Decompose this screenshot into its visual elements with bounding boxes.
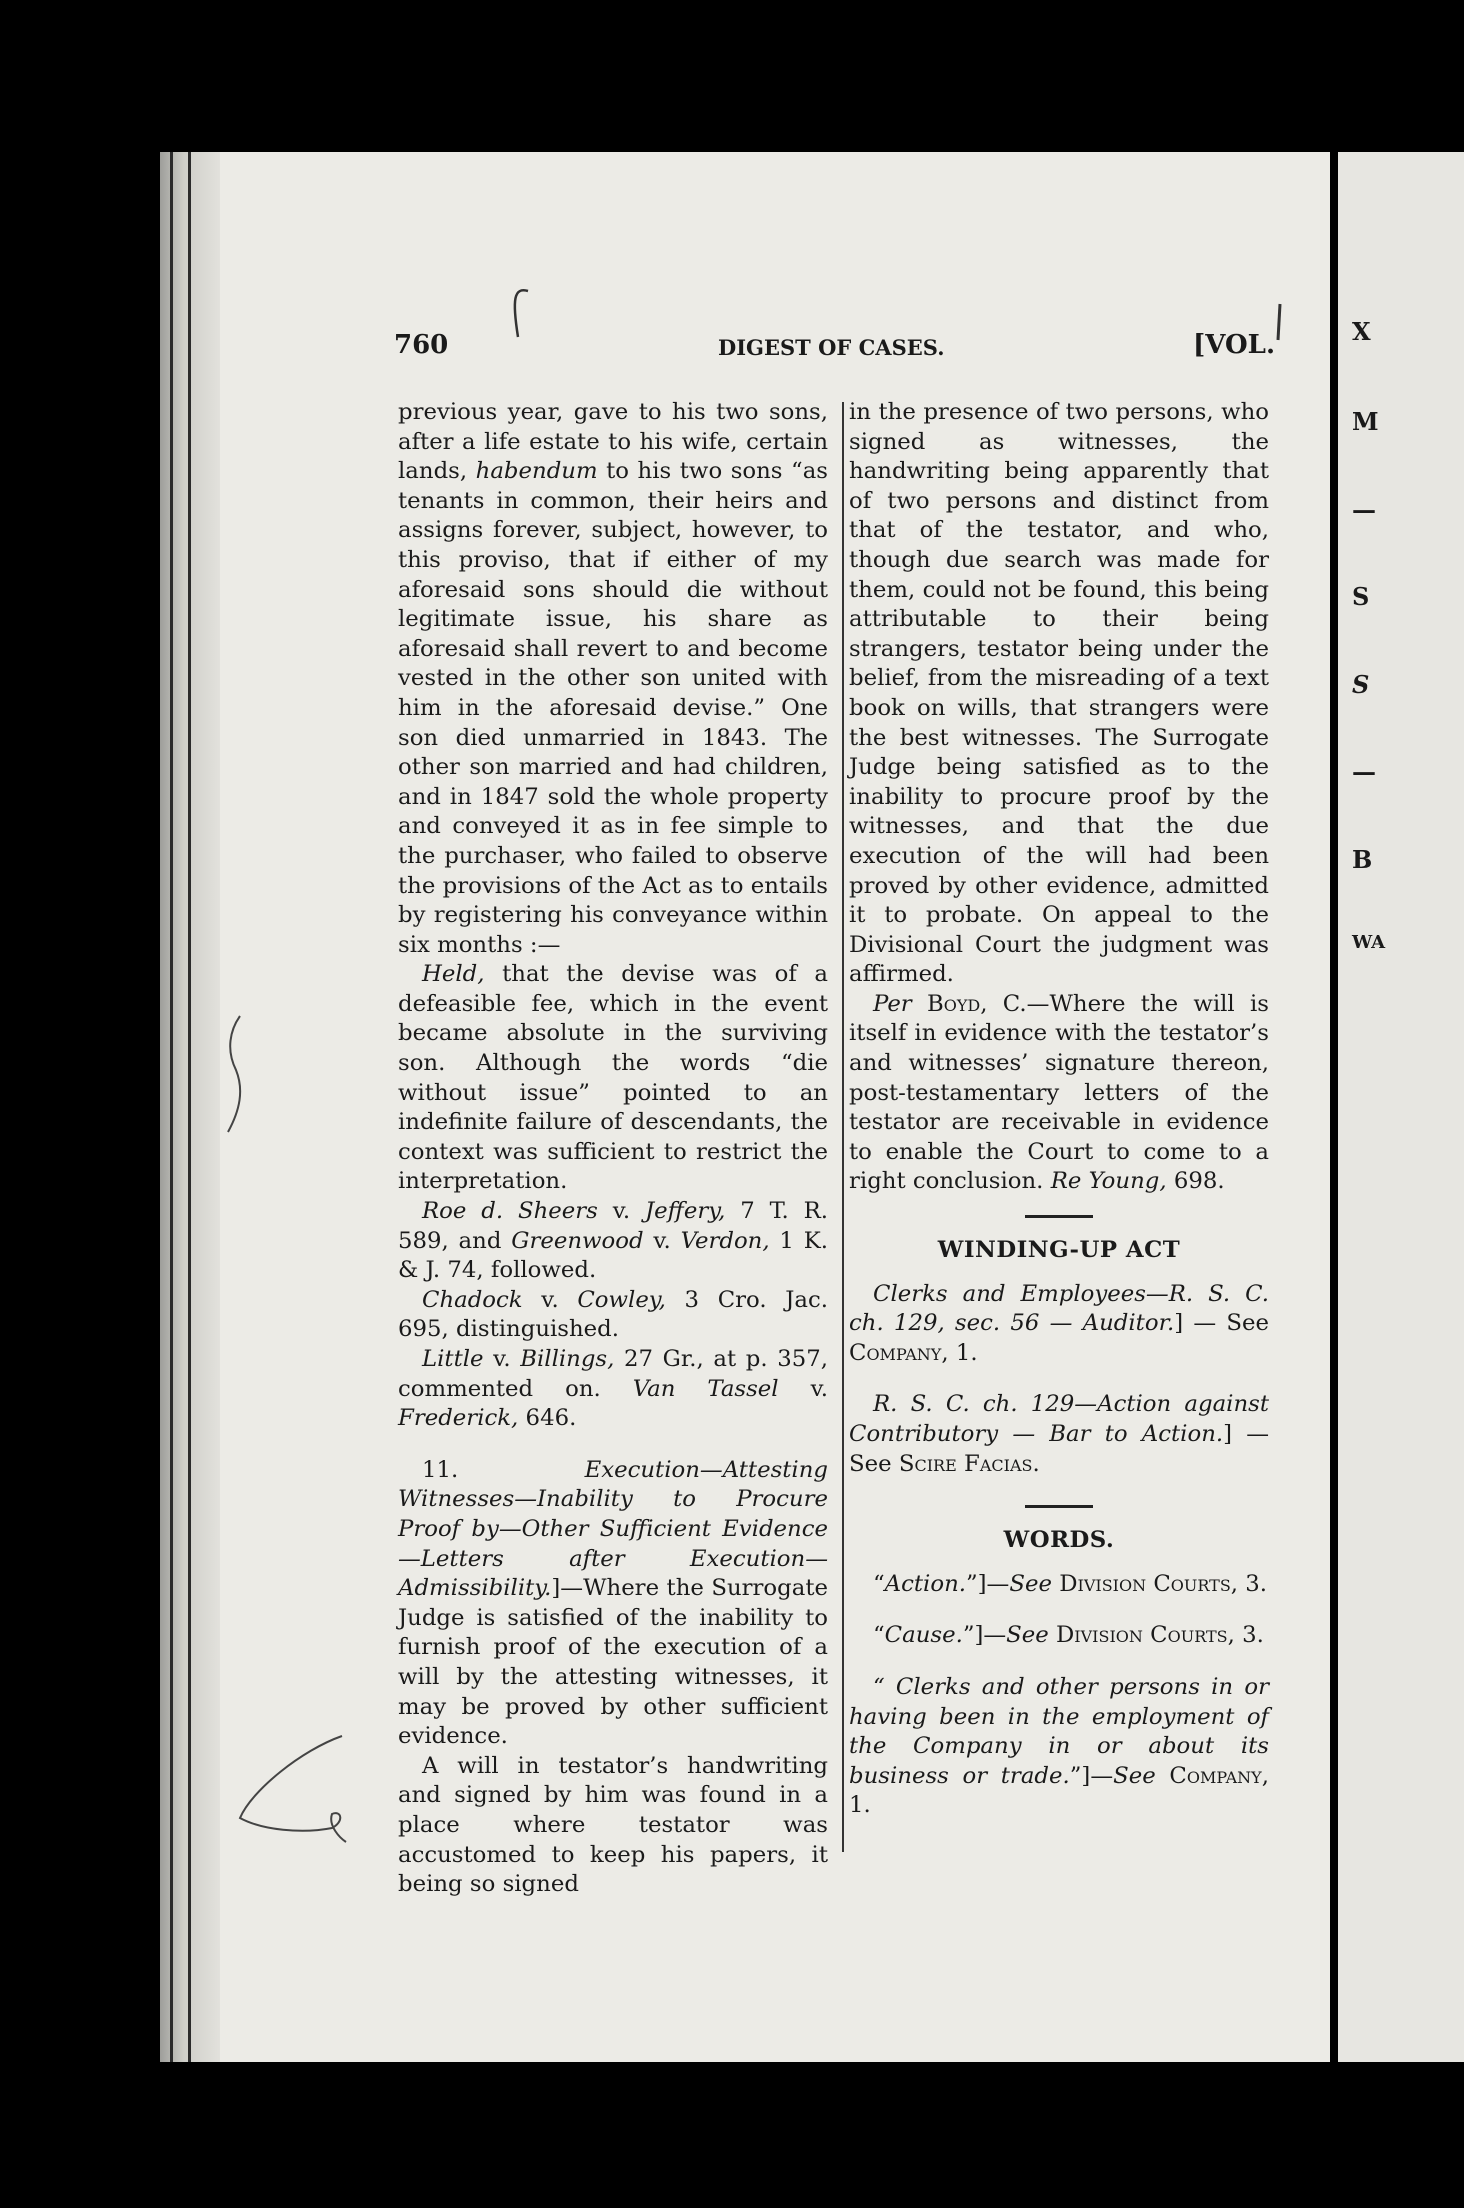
right-column (849, 398, 1269, 1821)
left-column (398, 398, 828, 1900)
pencil-mark (1270, 300, 1290, 350)
text-italic: See (1113, 1762, 1156, 1789)
pencil-mark (500, 285, 550, 345)
paragraph-will-devise (398, 398, 828, 960)
page-number: 760 (394, 330, 449, 360)
case-name: Billings, (520, 1346, 615, 1372)
section-title: Execution—Attesting Witnesses—Inability to Procure Proof by—Other Sufficient Evidence—Letters after Execution—Admissibility. (398, 1456, 828, 1602)
cross-reference: Division Courts, (1048, 1622, 1235, 1649)
citation-little (398, 1345, 828, 1434)
case-name: Chadock (422, 1286, 523, 1313)
text: v. (778, 1375, 828, 1402)
section-rule (1025, 1215, 1093, 1218)
case-name: Re Young, (1050, 1168, 1167, 1195)
text: to his two sons “as tenants in common, their heirs and assigns forever, subject, however, to this proviso, that if either of my aforesaid sons should die without legitimate issue, his share as aforesaid shall revert to and become vested in the other son united with him in the aforesaid devise.” One son died unmarried in 1843. The other son married and had children, and in 1847 sold the whole property and conveyed it as in fee simple to the purchaser, who failed to observe the provisions of the Act as to entails by registering his conveyance within six months :— (398, 458, 828, 958)
case-name: Jeffery, (645, 1198, 726, 1225)
pencil-bracket-mark (218, 1010, 258, 1140)
text-italic: Cause. (884, 1622, 963, 1649)
running-title: DIGEST OF CASES. (718, 335, 945, 360)
text: ”]— (1069, 1762, 1114, 1789)
cross-reference: Company, (849, 1339, 949, 1366)
text: v. (597, 1198, 646, 1225)
case-name: Frederick, (398, 1405, 519, 1432)
paragraph-per-boyd (849, 990, 1269, 1197)
text: 698. (1166, 1168, 1225, 1195)
case-name: Verdon, (680, 1227, 770, 1254)
text: 3 Cro. Jac. 695, distinguished. (398, 1286, 828, 1343)
paragraph-will-found: A will in testator’s handwriting and signed by him was found in a place where testator was accustomed to keep his papers, it being so signed (398, 1752, 828, 1898)
volume-label: [VOL. (1193, 330, 1275, 360)
text: 27 Gr., at p. 357, commented on. (398, 1346, 828, 1402)
text-italic: Clerks and Employees—R. S. C. ch. 129, sec. 56 — Auditor. (849, 1280, 1269, 1337)
entry-rsc-action (849, 1390, 1269, 1479)
text-italic: Held, (422, 961, 485, 988)
next-page-edge (1338, 152, 1464, 2062)
text: that the devise was of a defeasible fee, which in the event became absolute in the surviving son. Although the words “die without issue” pointed to an indefinite failure of descendants, the context was sufficient to restrict the interpretation. (398, 961, 828, 1195)
case-name: Little (422, 1346, 484, 1372)
entry-cause (849, 1621, 1269, 1651)
text: v. (483, 1346, 521, 1372)
case-name: Roe d. Sheers (422, 1198, 598, 1225)
citation-chadock (398, 1286, 828, 1345)
text: C.—Where the will is itself in evidence with the testator’s and witnesses’ signature thereon, post-testamentary letters of the testator are receivable in evidence to enable the Court to come to a right conclusion. (849, 990, 1269, 1195)
text: 646. (518, 1405, 577, 1432)
text-italic: See (1006, 1622, 1049, 1649)
text: “ (873, 1570, 885, 1597)
text: ] — See (1174, 1310, 1269, 1337)
text: ”]— (966, 1570, 1010, 1597)
text: 3. (1238, 1570, 1268, 1597)
text: 7 T. R. 589, and (398, 1198, 828, 1254)
edge-letter: S (1352, 670, 1370, 699)
text: “ (873, 1622, 885, 1649)
text-italic: habendum (475, 458, 598, 485)
text: v. (643, 1227, 681, 1254)
heading-winding-up-act: WINDING-UP ACT (937, 1237, 1181, 1264)
text-italic: R. S. C. ch. 129—Action against Contributory — Bar to Action. (849, 1391, 1269, 1447)
text: v. (522, 1286, 578, 1313)
case-name: Cowley, (577, 1286, 666, 1313)
paragraph-held (398, 960, 828, 1197)
text-italic: “ Clerks and other persons in or having been in the employment of the Company in or about its business or trade. (849, 1673, 1269, 1789)
edge-letter: X (1352, 317, 1371, 346)
citation-roe (398, 1197, 828, 1286)
edge-letter: WA (1352, 932, 1386, 953)
text-italic: Per (873, 990, 912, 1017)
case-name: Greenwood (511, 1227, 644, 1254)
column-divider (842, 402, 844, 1852)
heading-words: WORDS. (1003, 1527, 1115, 1554)
text: 3. (1234, 1622, 1264, 1649)
section-rule (1025, 1505, 1093, 1508)
cross-reference: Scire Facias. (898, 1450, 1040, 1477)
text: 1. (849, 1792, 871, 1819)
section-11 (398, 1456, 828, 1752)
section-number: 11. (422, 1456, 585, 1483)
edge-letter: — (1352, 495, 1376, 524)
text: ]—Where the Surrogate Judge is satisfied of the inability to furnish proof of the execution of a will by the attesting witnesses, it may be proved by other sufficient evidence. (398, 1575, 828, 1750)
case-name: Van Tassel (632, 1375, 779, 1402)
entry-clerks-employees (849, 1280, 1269, 1369)
text-italic: See (1009, 1570, 1052, 1597)
edge-letter: B (1352, 845, 1373, 874)
text: previous year, gave to his two sons, after a life estate to his wife, certain lands, (398, 399, 828, 485)
binding-line (188, 152, 191, 2062)
entry-action (849, 1570, 1269, 1600)
pencil-scribble-mark (232, 1730, 362, 1850)
cross-reference: Company, (1155, 1762, 1269, 1789)
binding-line (170, 152, 173, 2062)
text: 1 K. & J. 74, followed. (398, 1227, 829, 1284)
edge-letter: S (1352, 582, 1370, 611)
judge-name: Boyd, (911, 990, 988, 1017)
entry-clerks-other-persons (849, 1673, 1269, 1821)
text: ”]— (962, 1622, 1007, 1649)
text: 1. (948, 1339, 978, 1366)
edge-letter: M (1352, 407, 1379, 436)
text: ] — See (849, 1421, 1269, 1477)
edge-letter: — (1352, 757, 1376, 786)
text-italic: Action. (884, 1570, 966, 1597)
cross-reference: Division Courts, (1051, 1570, 1239, 1597)
paragraph-continued: in the presence of two persons, who signed as witnesses, the handwriting being apparently that of two persons and distinct from that of the testator, and who, though due search was made for them, could not be found, this being attributable to their being strangers, testator being under the belief, from the misreading of a text book on wills, that strangers were the best witnesses. The Surrogate Judge being satisfied as to the inability to procure proof by the witnesses, and that the due execution of the will had been proved by other evidence, admitted it to probate. On appeal to the Divisional Court the judgment was affirmed. (849, 399, 1269, 988)
